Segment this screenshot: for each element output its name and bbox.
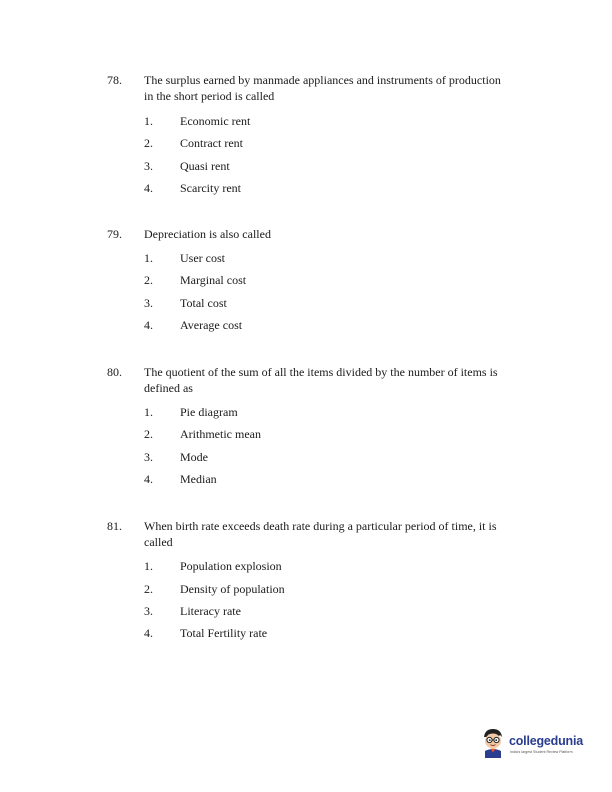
- option-number: 3.: [144, 159, 153, 173]
- option-text: Marginal cost: [180, 273, 247, 287]
- option-text: Contract rent: [180, 136, 243, 150]
- option-text: Average cost: [180, 318, 243, 332]
- brand-tagline: India's largest Student Review Platform: [510, 750, 573, 754]
- option-number: 1.: [144, 559, 153, 573]
- option-4: [0, 180, 612, 196]
- option-4: [0, 625, 612, 641]
- option-text: Economic rent: [180, 114, 251, 128]
- option-text: Pie diagram: [180, 405, 238, 419]
- question-number: 79.: [107, 227, 122, 241]
- mascot-logo-icon: [479, 726, 507, 758]
- option-number: 2.: [144, 427, 153, 441]
- option-number: 1.: [144, 405, 153, 419]
- question-text: Depreciation is also called: [144, 227, 271, 241]
- option-text: Total cost: [180, 296, 227, 310]
- option-number: 3.: [144, 296, 153, 310]
- option-number: 1.: [144, 251, 153, 265]
- option-number: 4.: [144, 181, 153, 195]
- option-3: [0, 295, 612, 311]
- option-text: Literacy rate: [180, 604, 241, 618]
- option-number: 2.: [144, 273, 153, 287]
- option-text: Total Fertility rate: [180, 626, 268, 640]
- option-number: 4.: [144, 626, 153, 640]
- option-2: [0, 135, 612, 151]
- option-text: Population explosion: [180, 559, 282, 573]
- option-1: [0, 404, 612, 420]
- option-number: 4.: [144, 318, 153, 332]
- option-3: [0, 449, 612, 465]
- question-number: 78.: [107, 73, 122, 87]
- question-text: When birth rate exceeds death rate during a particular period of time, it is called: [144, 519, 497, 549]
- option-text: User cost: [180, 251, 225, 265]
- brand-name: collegedunia: [509, 734, 584, 748]
- option-number: 2.: [144, 136, 153, 150]
- option-3: [0, 158, 612, 174]
- option-1: [0, 250, 612, 266]
- option-3: [0, 603, 612, 619]
- option-number: 1.: [144, 114, 153, 128]
- collegedunia-logo: [479, 726, 599, 762]
- question-number: 81.: [107, 519, 122, 533]
- option-4: [0, 317, 612, 333]
- option-1: [0, 558, 612, 574]
- option-text: Median: [180, 472, 217, 486]
- option-number: 3.: [144, 604, 153, 618]
- option-number: 4.: [144, 472, 153, 486]
- option-text: Density of population: [180, 582, 285, 596]
- question-number: 80.: [107, 365, 122, 379]
- option-2: [0, 426, 612, 442]
- option-text: Arithmetic mean: [180, 427, 261, 441]
- option-2: [0, 581, 612, 597]
- option-2: [0, 272, 612, 288]
- option-number: 3.: [144, 450, 153, 464]
- option-number: 2.: [144, 582, 153, 596]
- question-text: The surplus earned by manmade appliances and instruments of production in the short period is called: [144, 73, 501, 103]
- option-text: Mode: [180, 450, 208, 464]
- option-text: Quasi rent: [180, 159, 230, 173]
- option-text: Scarcity rent: [180, 181, 241, 195]
- option-4: [0, 471, 612, 487]
- question-text: The quotient of the sum of all the items divided by the number of items is defined as: [144, 365, 498, 395]
- option-1: [0, 113, 612, 129]
